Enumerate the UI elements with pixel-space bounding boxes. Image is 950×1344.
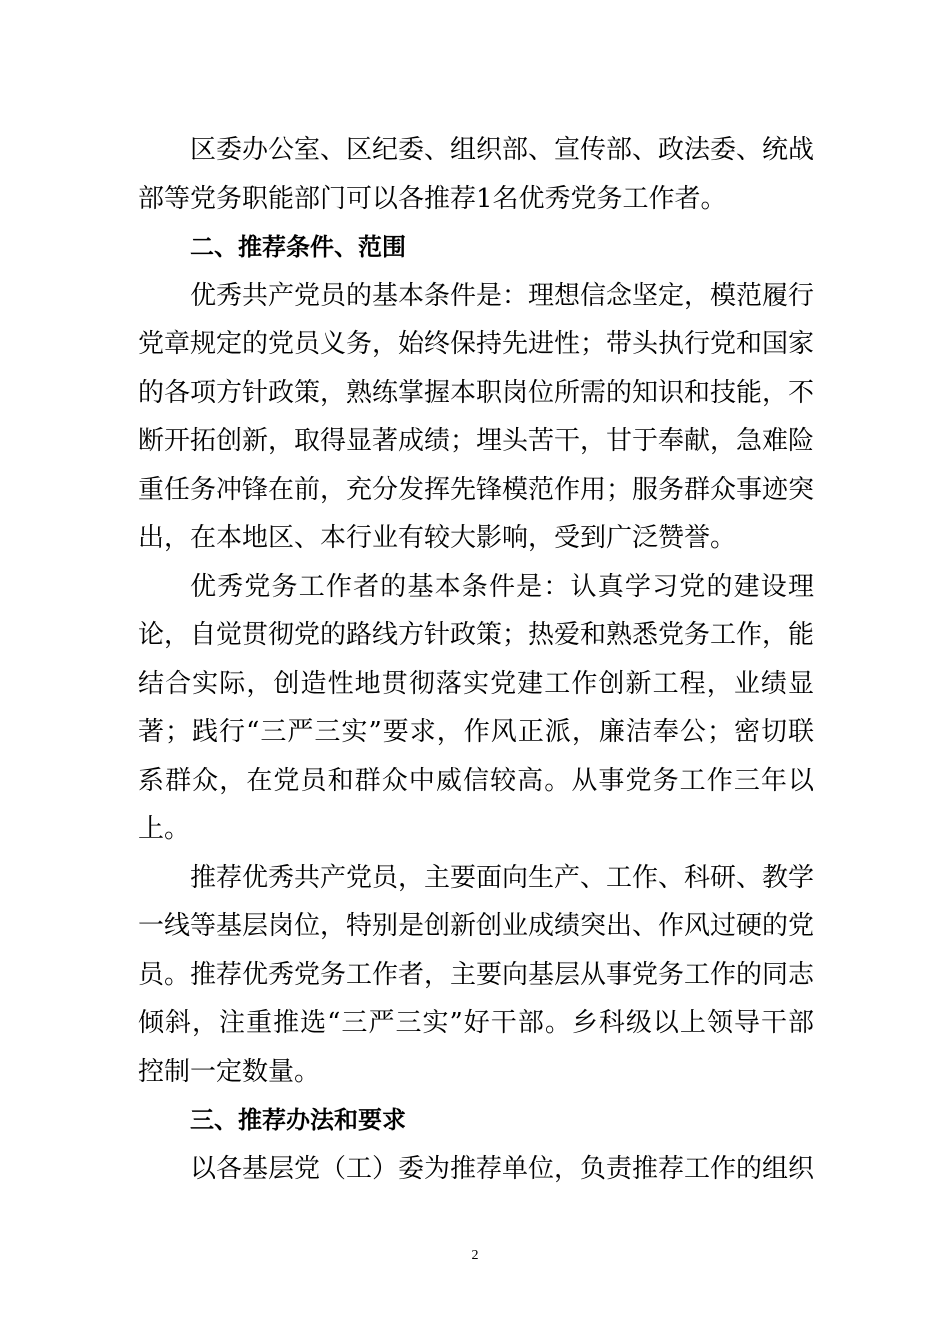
page-number: 2 [471,1248,479,1263]
paragraph-1: 区委办公室、区纪委、组织部、宣传部、政法委、统战部等党务职能部门可以各推荐1名优秀党务工作者。 [138,135,815,214]
paragraph-recommendation-scope: 推荐优秀共产党员，主要面向生产、工作、科研、教学一线等基层岗位，特别是创新创业成绩突出、作风过硬的党员。推荐优秀党务工作者，主要向基层从事党务工作的同志倾斜，注重推选“三严三实”好干部。乡科级以上领导干部控制一定数量。 [138,862,815,1087]
section-heading-3: 三、推荐办法和要求 [190,1106,406,1134]
document-body [138,126,814,1193]
paragraph-party-member-criteria: 优秀共产党员的基本条件是：理想信念坚定，模范履行党章规定的党员义务，始终保持先进性；带头执行党和国家的各项方针政策，熟练掌握本职岗位所需的知识和技能，不断开拓创新，取得显著成绩；埋头苦干，甘于奉献，急难险重任务冲锋在前，充分发挥先锋模范作用；服务群众事迹突出，在本地区、本行业有较大影响，受到广泛赞誉。 [138,280,815,553]
section-heading-2: 二、推荐条件、范围 [190,233,406,261]
paragraph-recommendation-method: 以各基层党（工）委为推荐单位，负责推荐工作的组织 [190,1153,815,1184]
paragraph-party-worker-criteria: 优秀党务工作者的基本条件是：认真学习党的建设理论，自觉贯彻党的路线方针政策；热爱和熟悉党务工作，能结合实际，创造性地贯彻落实党建工作创新工程，业绩显著；践行“三严三实”要求，作风正派，廉洁奉公；密切联系群众，在党员和群众中威信较高。从事党务工作三年以上。 [138,571,815,844]
